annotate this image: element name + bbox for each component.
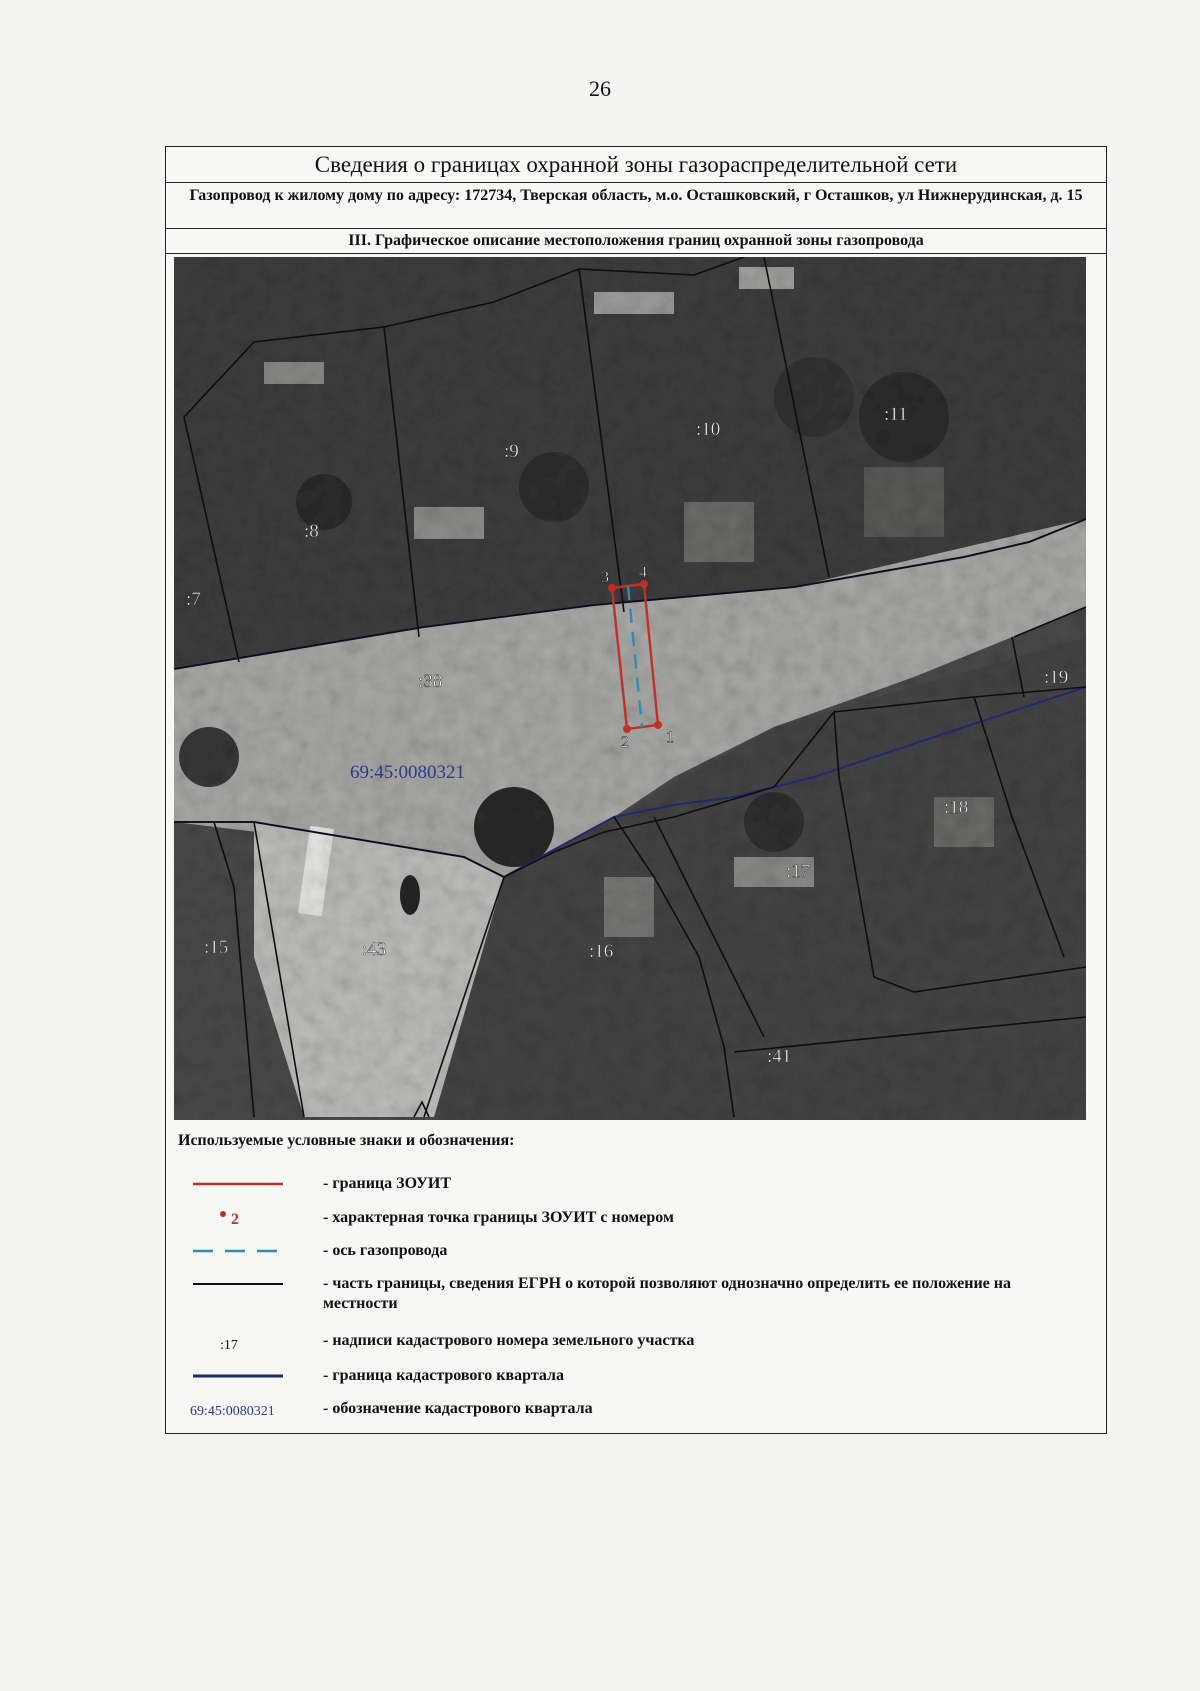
- legend-text: - ось газопровода: [323, 1242, 448, 1259]
- parcel-label: :19: [1044, 667, 1069, 688]
- parcel-label: :11: [884, 404, 908, 425]
- parcel-label: :17: [786, 861, 811, 882]
- parcel-boundary-symbol: [178, 1270, 313, 1298]
- document-frame: [165, 146, 1107, 1434]
- point-4-marker: [640, 580, 648, 588]
- parcel-label-symbol: [178, 1329, 313, 1357]
- quarter-label: 69:45:0080321: [350, 762, 466, 783]
- parcel-label-sample: :17: [220, 1338, 238, 1353]
- quarter-label-symbol: [178, 1395, 313, 1423]
- map-image: [174, 257, 1086, 1120]
- section-title: III. Графическое описание местоположения границ охранной зоны газопровода: [166, 229, 1106, 254]
- point-1-label: 1: [666, 729, 674, 746]
- parcel-label: :38: [418, 671, 443, 692]
- characteristic-point-symbol: [178, 1204, 313, 1232]
- aerial-imagery: [174, 257, 1086, 1120]
- parcel-label: :9: [504, 441, 519, 462]
- legend-text: - характерная точка границы ЗОУИТ с номером: [323, 1209, 674, 1226]
- legend-text: - граница ЗОУИТ: [323, 1175, 451, 1192]
- point-2-marker: [623, 725, 631, 733]
- legend-text: - граница кадастрового квартала: [323, 1367, 564, 1384]
- parcel-label: :41: [767, 1046, 792, 1067]
- parcel-label: :8: [304, 521, 319, 542]
- legend-text: - часть границы, сведения ЕГРН о которой позволяют однозначно определить ее положение на местности: [323, 1275, 1011, 1312]
- parcel-label: :7: [186, 589, 201, 610]
- point-1-marker: [654, 721, 662, 729]
- pipeline-axis-symbol: [178, 1237, 313, 1265]
- page-number: 26: [589, 76, 611, 101]
- quarter-label-sample: 69:45:0080321: [190, 1404, 275, 1419]
- legend-caption: Используемые условные знаки и обозначения:: [178, 1132, 515, 1149]
- point-sample: 2: [231, 1211, 239, 1228]
- quarter-boundary-symbol: [178, 1362, 313, 1390]
- point-4-label: 4: [639, 564, 647, 581]
- point-3-marker: [608, 584, 616, 592]
- parcel-label: :16: [589, 941, 614, 962]
- document-title: Сведения о границах охранной зоны газораспределительной сети: [166, 147, 1106, 183]
- parcel-label: :18: [944, 797, 969, 818]
- object-description: Газопровод к жилому дому по адресу: 172734, Тверская область, м.о. Осташковский, г Осташков, ул Нижнерудинская, д. 15: [166, 183, 1106, 229]
- parcel-label: :10: [696, 419, 721, 440]
- parcel-label: :43: [362, 939, 387, 960]
- zone-boundary-symbol: [178, 1170, 313, 1198]
- legend-text: - обозначение кадастрового квартала: [323, 1400, 593, 1417]
- legend-text: - надписи кадастрового номера земельного участка: [323, 1332, 695, 1349]
- point-2-label: 2: [621, 734, 629, 751]
- parcel-label: :15: [204, 937, 229, 958]
- cadastral-map: [174, 257, 1086, 1120]
- point-3-label: 3: [601, 569, 609, 586]
